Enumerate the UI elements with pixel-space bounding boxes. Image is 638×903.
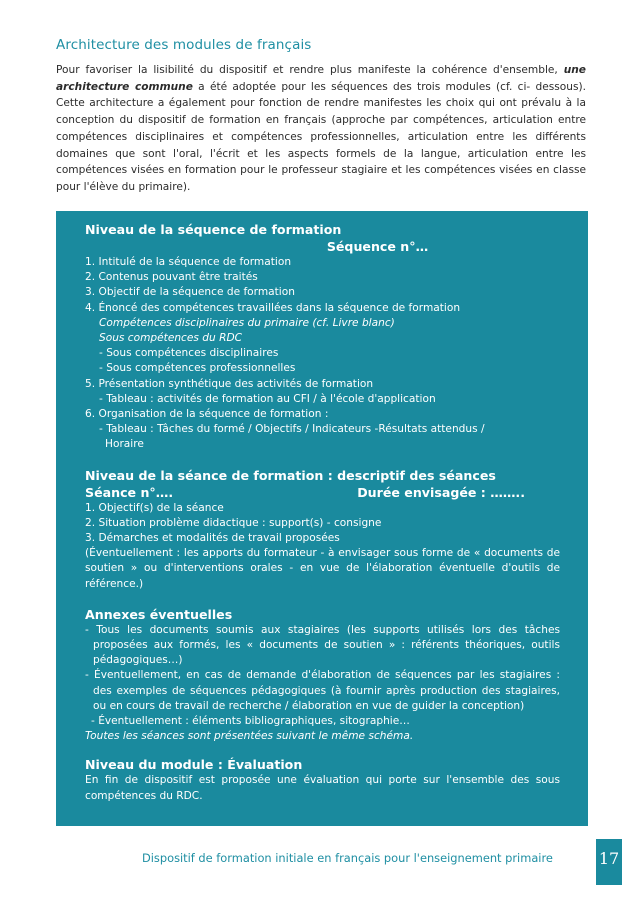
sequence-subitem: - Sous compétences professionnelles (99, 362, 296, 375)
annexes-title: Annexes éventuelles (85, 606, 233, 622)
intro-text-start: Pour favoriser la lisibilité du dispositif et rendre plus manifeste la cohérence d'ensemble, (56, 64, 558, 76)
page-number: 17 (596, 839, 622, 885)
session-level-title: Niveau de la séance de formation : descriptif des séances (85, 467, 496, 483)
intro-paragraph (56, 62, 586, 196)
sequence-level-title: Niveau de la séquence de formation (85, 222, 342, 237)
sequence-number: Séquence n°… (326, 239, 429, 254)
sequence-subitem: Horaire (105, 438, 144, 451)
annex-bullet: - Éventuellement, en cas de demande d'élaboration de séquences par les stagiaires : des exemples de séquences pédagogiques (à fournir après production des stagiaires, ou en cours de travail de recherche / élaboration en vue de guider la conception) (85, 669, 560, 712)
sequence-item: 5. Présentation synthétique des activités de formation (85, 377, 374, 390)
architecture-box (56, 211, 588, 826)
evaluation-title: Niveau du module : Évaluation (85, 757, 303, 773)
section-heading: Architecture des modules de français (56, 37, 312, 53)
sequence-subitem: - Tableau : Tâches du formé / Objectifs / Indicateurs -Résultats attendus / (99, 423, 485, 436)
sequence-subitem: - Tableau : activités de formation au CFI / à l'école d'application (99, 392, 436, 405)
session-item: 2. Situation problème didactique : support(s) - consigne (85, 516, 382, 529)
session-header-row (85, 484, 560, 501)
sequence-subitem: Sous compétences du RDC (99, 332, 243, 345)
annex-note: Toutes les séances sont présentées suivant le même schéma. (85, 730, 414, 743)
sequence-item: 6. Organisation de la séquence de formation : (85, 408, 329, 421)
evaluation-text: En fin de dispositif est proposée une évaluation qui porte sur l'ensemble des sous compétences du RDC. (85, 774, 560, 802)
intro-emphasis: une architecture commune (56, 64, 586, 93)
session-duration: Durée envisagée : …….. (357, 484, 525, 500)
session-note: (Éventuellement : les apports du formateur - à envisager sous forme de « documents de soutien » ou d'interventions orales - en vue de l'élaboration éventuelle d'outils de référence.) (85, 547, 560, 590)
footer-caption: Dispositif de formation initiale en français pour l'enseignement primaire (142, 851, 553, 865)
sequence-item: 3. Objectif de la séquence de formation (85, 286, 295, 299)
annex-bullet: - Éventuellement : éléments bibliographiques, sitographie… (91, 715, 410, 728)
sequence-item: 4. Énoncé des compétences travaillées dans la séquence de formation (85, 301, 461, 314)
session-item: 3. Démarches et modalités de travail proposées (85, 532, 340, 545)
sequence-subitem: - Sous compétences disciplinaires (99, 347, 279, 360)
sequence-item: 2. Contenus pouvant être traités (85, 271, 258, 284)
session-number: Séance n°…. (85, 484, 174, 500)
intro-text-end: a été adoptée pour les séquences des trois modules (cf. ci- dessous). Cette architecture a également pour fonction de rendre manifestes les choix qui ont prévalu à la conception du dispositif de formation en français (approche par compétences, articulation entre compétences disciplinaires et compétences professionnelles, articulation entre les différents domaines que sont l'oral, l'écrit et les aspects formels de la langue, articulation entre les compétences visées en formation pour le professeur stagiaire et les compétences visées en classe pour l'élève du primaire). (56, 80, 586, 193)
sequence-subitem: Compétences disciplinaires du primaire (cf. Livre blanc) (99, 316, 395, 329)
session-item: 1. Objectif(s) de la séance (85, 501, 224, 514)
annex-bullet: - Tous les documents soumis aux stagiaires (les supports utilisés lors des tâches proposées aux formés, les « documents de soutien » : référents théoriques, outils pédagogiques…) (85, 623, 560, 667)
sequence-item: 1. Intitulé de la séquence de formation (85, 256, 292, 268)
